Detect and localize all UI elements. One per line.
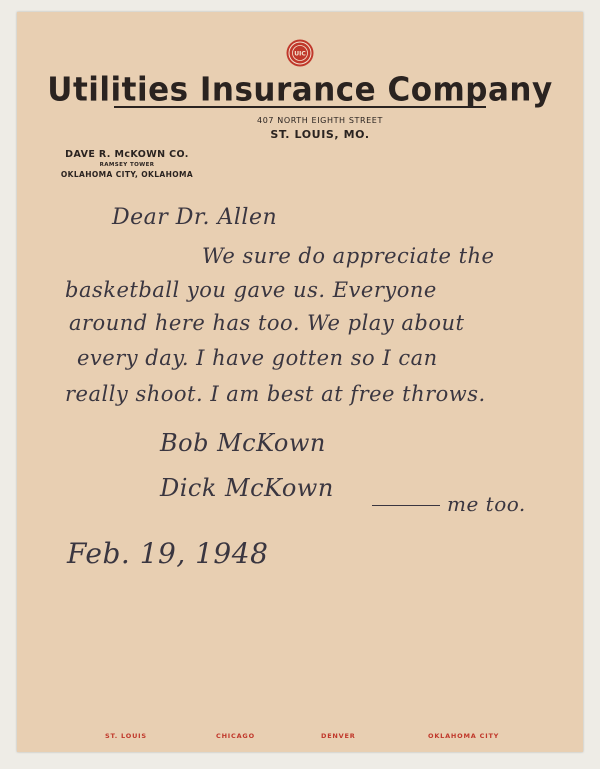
footer-offices [17,732,583,744]
agent-building: RAMSEY TOWER [99,162,155,168]
letter-sheet [17,12,583,752]
company-name: Utilities Insurance Company [47,71,553,109]
letter-line: We sure do appreciate the [202,244,495,268]
company-seal-logo [285,38,315,68]
letter-line: really shoot. I am best at free throws. [65,382,486,406]
office-location: OKLAHOMA CITY [428,732,500,740]
office-location: DENVER [321,732,356,740]
letter-line: every day. I have gotten so I can [77,346,438,370]
signature-dick: Dick McKown [160,474,334,502]
agent-city: OKLAHOMA CITY, OKLAHOMA [60,170,194,179]
agent-name: DAVE R. McKOWN CO. [65,149,189,160]
svg-text:UIC: UIC [294,50,306,58]
postscript: me too. [447,492,526,516]
salutation: Dear Dr. Allen [112,205,278,230]
signature-bob: Bob McKown [160,429,326,457]
office-location: ST. LOUIS [105,732,147,740]
handwritten-dash [372,505,440,506]
letter-line: basketball you gave us. Everyone [65,278,437,302]
company-street: 407 NORTH EIGHTH STREET [257,116,383,125]
company-city: ST. LOUIS, MO. [270,128,370,141]
letterhead-rule [114,106,486,108]
agent-block [57,149,197,179]
letter-date: Feb. 19, 1948 [67,537,269,570]
office-location: CHICAGO [216,732,255,740]
letter-line: around here has too. We play about [69,311,465,335]
